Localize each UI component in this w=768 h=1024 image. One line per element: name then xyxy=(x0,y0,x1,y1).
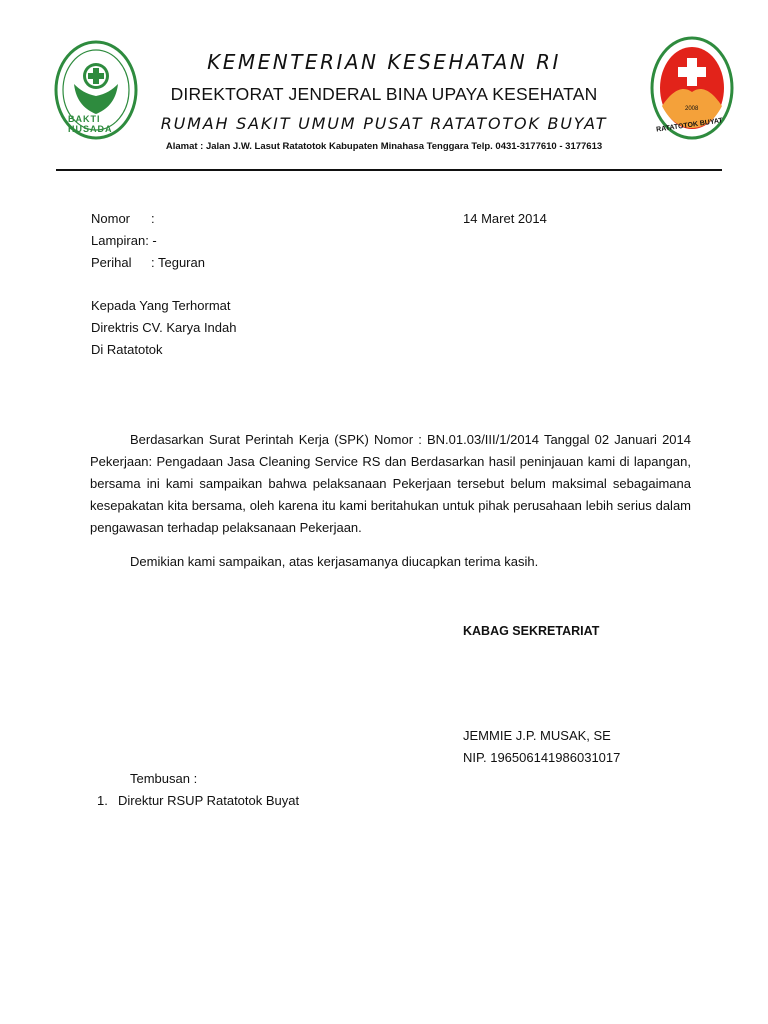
rsup-ratatotok-logo xyxy=(650,36,734,140)
perihal-label: Perihal xyxy=(91,255,132,270)
hospital-title: RUMAH SAKIT UMUM PUSAT RATATOTOK BUYAT xyxy=(160,114,608,133)
cc-title: Tembusan : xyxy=(130,771,198,786)
closing-sentence: Demikian kami sampaikan, atas kerjasamanya diucapkan terima kasih. xyxy=(130,554,539,569)
cc-list-item xyxy=(97,790,299,812)
nomor-label: Nomor xyxy=(91,211,131,226)
left-logo-text: BAKTI HUSADA xyxy=(68,114,113,134)
cc-item-text: Direktur RSUP Ratatotok Buyat xyxy=(118,793,300,808)
signatory-name: JEMMIE J.P. MUSAK, SE xyxy=(463,728,611,743)
lampiran-row xyxy=(91,230,157,252)
main-paragraph: Berdasarkan Surat Perintah Kerja (SPK) Nomor : BN.01.03/III/1/2014 Tanggal 02 Januari 2014 Pekerjaan: Pengadaan Jasa Cleaning Service RS dan Berdasarkan hasil peninjauan kami di lapangan, bersama ini kami sampaikan bahwa pelaksanaan Pekerjaan tersebut belum maksimal sebagaimana kesepakatan kita bersama, oleh karena itu kami beritahukan untuk pihak perusahaan lebih serius dalam pengawasan terhadap pelaksanaan Pekerjaan. xyxy=(90,432,691,535)
nomor-row xyxy=(91,208,155,230)
right-logo-year: 2008 xyxy=(685,106,699,112)
recipient-line-2: Direktris CV. Karya Indah xyxy=(91,320,237,335)
bakti-husada-logo xyxy=(54,40,138,140)
recipient-line-1: Kepada Yang Terhormat xyxy=(91,298,231,313)
letter-date: 14 Maret 2014 xyxy=(463,211,547,226)
signatory-nip: NIP. 196506141986031017 xyxy=(463,750,621,765)
right-logo-text: RATATOTOK BUYAT xyxy=(655,117,724,134)
signatory-title: KABAG SEKRETARIAT xyxy=(463,624,600,638)
ministry-title: KEMENTERIAN KESEHATAN RI xyxy=(207,50,561,74)
perihal-row xyxy=(91,252,205,274)
letterhead-divider xyxy=(56,169,722,171)
address-line: Alamat : Jalan J.W. Lasut Ratatotok Kabupaten Minahasa Tenggara Telp. 0431-3177610 - 3177613 xyxy=(165,141,603,152)
directorate-title: DIREKTORAT JENDERAL BINA UPAYA KESEHATAN xyxy=(170,84,598,104)
perihal-value: : Teguran xyxy=(151,255,205,270)
nomor-value: : xyxy=(151,211,155,226)
cc-item-number: 1. xyxy=(97,793,108,808)
lampiran-label: Lampiran xyxy=(91,233,146,248)
lampiran-value: : - xyxy=(145,233,157,248)
recipient-line-3: Di Ratatotok xyxy=(91,342,163,357)
